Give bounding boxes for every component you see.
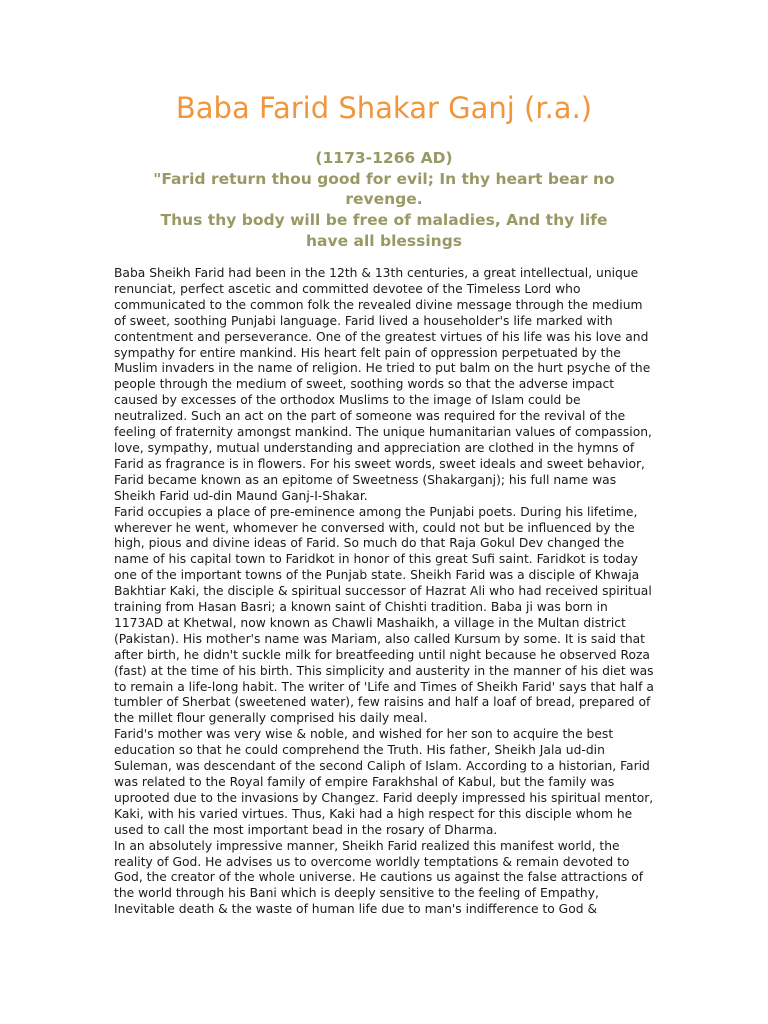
dates-line: (1173-1266 AD) xyxy=(315,149,453,167)
body-text xyxy=(114,266,654,918)
page-title: Baba Farid Shakar Ganj (r.a.) xyxy=(175,91,593,125)
quote-line-2: Thus thy body will be free of maladies, And thy life have all blessings xyxy=(160,211,608,250)
paragraph: Farid occupies a place of pre-eminence among the Punjabi poets. During his lifetime, wherever he went, whomever he conversed with, could not but be influenced by the high, pious and divine ideas of Farid. So much do that Raja Gokul Dev changed the name of his capital town to Faridkot in honor of this great Sufi saint. Faridkot is today one of the important towns of the Punjab state. Sheikh Farid was a disciple of Khwaja Bakhtiar Kaki, the disciple & spiritual successor of Hazrat Ali who had received spiritual training from Hasan Basri; a known saint of Chishti tradition. Baba ji was born in 1173AD at Khetwal, now known as Chawli Mashaikh, a village in the Multan district (Pakistan). His mother's name was Mariam, also called Kursum by some. It is said that after birth, he didn't suckle milk for breatfeeding until night because he observed Roza (fast) at the time of his birth. This simplicity and austerity in the manner of his diet was to remain a life-long habit. The writer of 'Life and Times of Sheikh Farid' says that half a tumbler of Sherbat (sweetened water), few raisins and half a loaf of bread, prepared of the millet flour generally comprised his daily meal. xyxy=(114,504,654,726)
quote-line-1: "Farid return thou good for evil; In thy heart bear no revenge. xyxy=(153,169,615,209)
quote-block xyxy=(150,148,618,252)
paragraph: Baba Sheikh Farid had been in the 12th & 13th centuries, a great intellectual, unique renunciat, perfect ascetic and committed devotee of the Timeless Lord who communicated to the common folk the revealed divine message through the medium of sweet, soothing Punjabi language. Farid lived a householder's life marked with contentment and perseverance. One of the greatest virtues of his life was his love and sympathy for entire mankind. His heart felt pain of oppression perpetuated by the Muslim invaders in the name of religion. He tried to put balm on the hurt psyche of the people through the medium of sweet, soothing words so that the adverse impact caused by excesses of the orthodox Muslims to the image of Islam could be neutralized. Such an act on the part of someone was required for the revival of the feeling of fraternity amongst mankind. The unique humanitarian values of compassion, love, sympathy, mutual understanding and appreciation are clothed in the hymns of Farid as fragrance is in flowers. For his sweet words, sweet ideals and sweet behavior, Farid became known as an epitome of Sweetness (Shakarganj); his full name was Sheikh Farid ud-din Maund Ganj-I-Shakar. xyxy=(114,266,652,503)
paragraph: In an absolutely impressive manner, Sheikh Farid realized this manifest world, the reality of God. He advises us to overcome worldly temptations & remain devoted to God, the creator of the whole universe. He cautions us against the false attractions of the world through his Bani which is deeply sensitive to the feeling of Empathy, Inevitable death & the waste of human life due to man's indifference to God & xyxy=(114,838,644,917)
paragraph: Farid's mother was very wise & noble, and wished for her son to acquire the best education so that he could comprehend the Truth. His father, Sheikh Jala ud-din Suleman, was descendant of the second Caliph of Islam. According to a historian, Farid was related to the Royal family of empire Farakhshal of Kabul, but the family was uprooted due to the invasions by Changez. Farid deeply impressed his spiritual mentor, Kaki, with his varied virtues. Thus, Kaki had a high respect for this disciple whom he used to call the most important bead in the rosary of Dharma. xyxy=(114,727,654,837)
